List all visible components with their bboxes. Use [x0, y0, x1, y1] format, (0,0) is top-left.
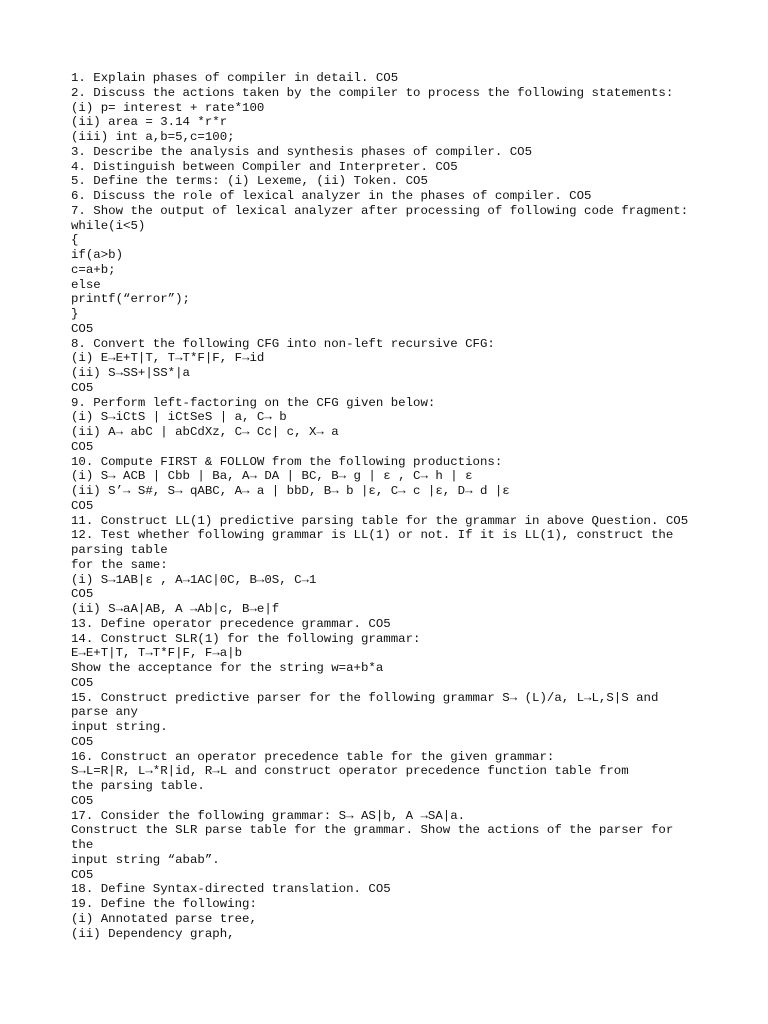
- text-line: 13. Define operator precedence grammar. CO5: [71, 616, 391, 631]
- text-line: (i) S→iCtS | iCtSeS | a, C→ b: [71, 410, 287, 425]
- text-line: CO5: [71, 439, 94, 454]
- text-line: 1. Explain phases of compiler in detail. CO5: [71, 71, 399, 85]
- text-line: 4. Distinguish between Compiler and Interpreter. CO5: [71, 159, 458, 174]
- text-line: 17. Consider the following grammar: S→ AS|b, A →SA|a.: [71, 808, 466, 823]
- text-line: }: [71, 307, 79, 321]
- text-line: (ii) A→ abC | abCdXz, C→ Cc| c, X→ a: [71, 425, 339, 439]
- text-line: (ii) S→SS+|SS*|a: [71, 366, 190, 380]
- text-line: 8. Convert the following CFG into non-left recursive CFG:: [71, 336, 495, 351]
- text-line: S→L=R|R, L→*R|id, R→L and construct operator precedence function table from: [71, 764, 629, 779]
- text-line: 19. Define the following:: [71, 897, 257, 911]
- text-line: c=a+b;: [71, 262, 116, 277]
- text-line: CO5: [71, 380, 94, 395]
- text-line: (i) p= interest + rate*100: [71, 100, 265, 115]
- text-line: parse any: [71, 705, 138, 720]
- text-line: Construct the SLR parse table for the grammar. Show the actions of the parser for: [71, 823, 674, 838]
- text-line: {: [71, 233, 79, 248]
- text-line: the parsing table.: [71, 779, 205, 793]
- text-line: 16. Construct an operator precedence table for the given grammar:: [71, 749, 555, 764]
- text-line: 9. Perform left-factoring on the CFG given below:: [71, 395, 436, 410]
- text-line: (i) Annotated parse tree,: [71, 911, 257, 926]
- text-line: 3. Describe the analysis and synthesis phases of compiler. CO5: [71, 144, 533, 159]
- text-line: Show the acceptance for the string w=a+b*a: [71, 661, 384, 675]
- text-line: 14. Construct SLR(1) for the following grammar:: [71, 631, 421, 646]
- text-line: (ii) S’→ S#, S→ qABC, A→ a | bbD, B→ b |ε, C→ c |ε, D→ d |ε: [71, 484, 510, 498]
- text-line: 10. Compute FIRST & FOLLOW from the following productions:: [71, 454, 503, 469]
- text-line: input string.: [71, 720, 168, 734]
- text-line: (iii) int a,b=5,c=100;: [71, 130, 235, 144]
- text-line: CO5: [71, 793, 94, 808]
- text-line: if(a>b): [71, 248, 124, 262]
- text-line: 5. Define the terms: (i) Lexeme, (ii) Token. CO5: [71, 174, 428, 189]
- text-line: input string “abab”.: [71, 852, 220, 867]
- text-line: printf(“error”);: [71, 292, 190, 307]
- text-line: parsing table: [71, 543, 168, 557]
- text-line: 2. Discuss the actions taken by the compiler to process the following statements:: [71, 85, 674, 100]
- text-line: (i) E→E+T|T, T→T*F|F, F→id: [71, 351, 265, 366]
- text-line: CO5: [71, 734, 94, 749]
- text-line: (ii) S→aA|AB, A →Ab|c, B→e|f: [71, 602, 280, 616]
- text-line: CO5: [71, 587, 94, 602]
- text-line: CO5: [71, 675, 94, 690]
- text-line: 7. Show the output of lexical analyzer after processing of following code fragment:: [71, 203, 689, 218]
- text-line: the: [71, 838, 94, 852]
- text-line: (ii) Dependency graph,: [71, 926, 235, 941]
- text-line: 18. Define Syntax-directed translation. CO5: [71, 882, 391, 897]
- text-line: (ii) area = 3.14 *r*r: [71, 115, 228, 130]
- text-line: CO5: [71, 867, 94, 882]
- text-line: while(i<5): [71, 218, 146, 233]
- text-line: CO5: [71, 498, 94, 513]
- text-line: E→E+T|T, T→T*F|F, F→a|b: [71, 646, 243, 661]
- text-line: 6. Discuss the role of lexical analyzer in the phases of compiler. CO5: [71, 189, 592, 203]
- text-line: 12. Test whether following grammar is LL(1) or not. If it is LL(1), construct the: [71, 528, 674, 543]
- text-line: (i) S→1AB|ε , A→1AC|0C, B→0S, C→1: [71, 572, 317, 587]
- text-line: 11. Construct LL(1) predictive parsing table for the grammar in above Question. CO5: [71, 513, 689, 528]
- text-line: for the same:: [71, 557, 168, 572]
- text-line: CO5: [71, 321, 94, 336]
- text-line: 15. Construct predictive parser for the following grammar S→ (L)/a, L→L,S|S and: [71, 690, 659, 705]
- document-body: [71, 71, 761, 941]
- text-line: (i) S→ ACB | Cbb | Ba, A→ DA | BC, B→ g | ε , C→ h | ε: [71, 469, 473, 484]
- text-line: else: [71, 277, 101, 292]
